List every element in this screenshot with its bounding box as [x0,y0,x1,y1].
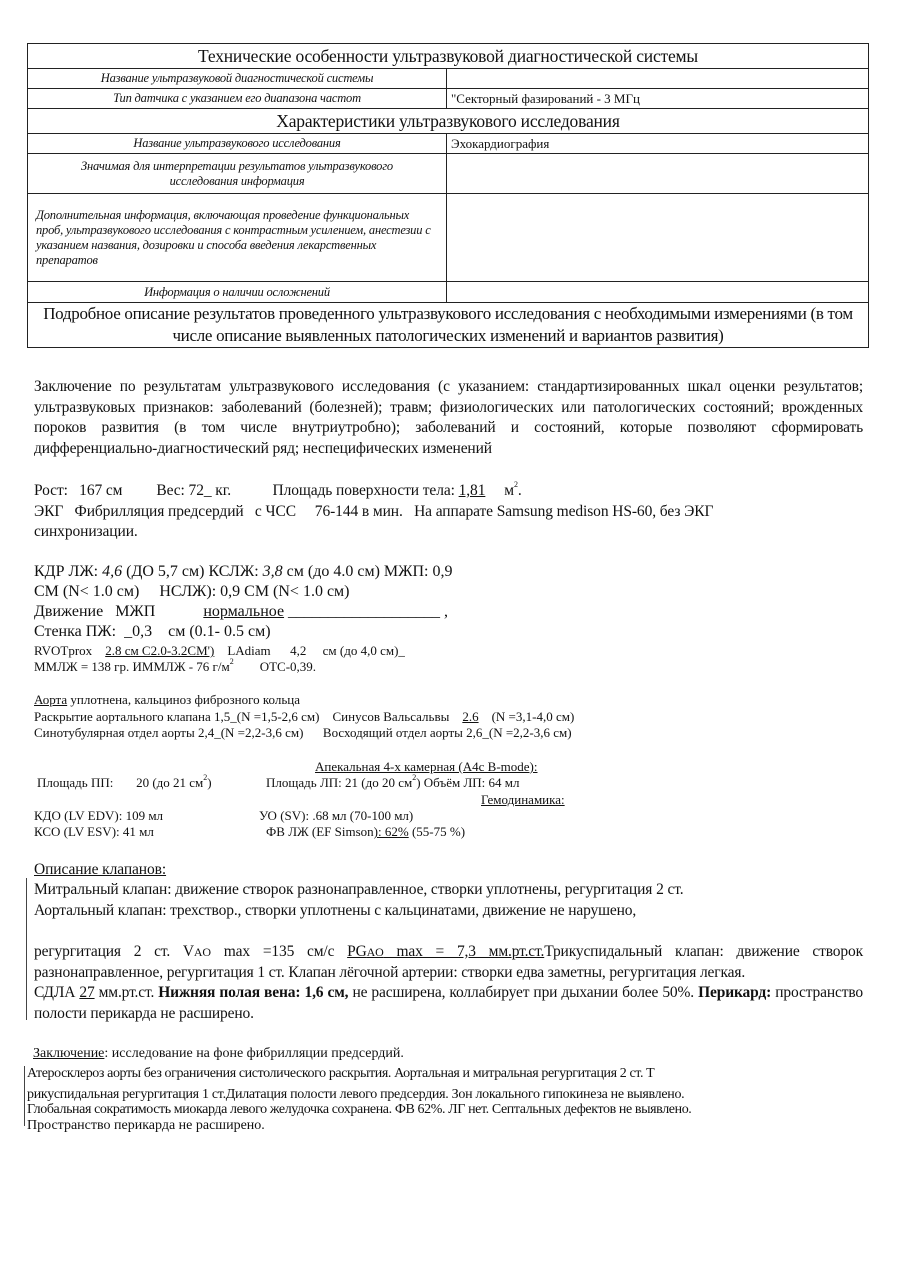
pg-value: max = 7,3 мм.рт.ст. [383,943,545,960]
lv-esv: КСО (LV ESV): 41 мл [34,824,154,839]
weight-label: Вес: [156,482,185,499]
pericardium-label: Перикард: [698,984,772,1001]
rv-wall-line: Стенка ПЖ: _0,3 см (0.1- 0.5 см) [34,623,271,640]
ecg-line: ЭКГ Фибрилляция предсердий с ЧСС 76-144 в мин. На аппарате Samsung medison HS-60, без ЭКГ [34,503,714,520]
aortic-valve: Аортальный клапан: трехствор., створки уплотнены с кальцинатами, движение не нарушено, [34,902,637,919]
spap-value: 27 [79,984,95,1001]
lv-edv: КДО (LV EDV): 109 мл [34,808,164,823]
lv-mass: ММЛЖ = 138 гр. ИММЛЖ - 76 г/м [34,659,230,674]
ejection-fraction [266,824,465,840]
height-value: 167 см [79,482,123,499]
ksr-norm: см (до 4.0 см) МЖП: 0,9 [282,563,453,580]
rvot-value: 2.8 см С2.0-3.2СМ') [105,643,215,658]
ef-norm: (55-75 %) [408,824,466,839]
section-title-detailed-description: Подробное описание результатов проведенного ультразвукового исследования с необходимыми измерениями (в том числе описание выявленных патологических изменений и вариантов развития) [28,303,869,348]
hemodynamics-title: Гемодинамика: [481,792,565,807]
ascending-aorta: Восходящий отдел аорты 2,6_(N =2,2-3,6 см) [322,725,572,740]
label-significant-info: Значимая для интерпретации результатов ультразвукового исследования информация [28,154,447,194]
rvot-line [34,643,405,659]
kdr-label: КДР ЛЖ: [34,563,103,580]
la-area: Площадь ЛП: 21 (до 20 см [266,775,413,790]
aorta-segments-line [34,725,572,741]
patient-anthropometry: Рост: 167 см Вес: 72_ кг. Площадь поверхности тела: 1,81 $м^2$. [34,480,522,499]
bsa-label: Площадь поверхности тела: [272,482,455,499]
tricuspid-pulmonary-valves: Трикуспидальный клапан: движение створок разнонаправленное, регургитация 1 ст. Клапан лёгочной артерии: створки едва заметны, регургитация легкая. [34,943,863,981]
aorta-description: уплотнена, кальциноз фиброзного кольца [67,692,300,707]
value-probe-type: "Секторный фазирований - 3 МГц [447,89,869,109]
pericardium-description: пространство полости перикарда не расширено. [34,984,863,1022]
margin-line-2 [24,1066,25,1126]
label-probe-type: Тип датчика с указанием его диапазона частот [28,89,447,109]
stroke-volume: УО (SV): .68 мл (70-100 мл) [259,808,414,823]
ultrasound-form-table [27,43,869,348]
sinus-valsalva-norm: (N =3,1-4,0 см) [491,709,575,724]
ivc-description: не расширена, коллабирует при дыхании более 50%. [348,984,699,1001]
weight-value: 72_ кг. [188,482,231,499]
bsa-value: 1,81 [458,482,486,499]
pg-ao-max [347,943,544,960]
conclusion-summary: : исследование на фоне фибрилляции предсердий. [104,1046,404,1061]
ra-area-value: 20 (до 21 см [136,775,204,790]
label-additional-info: Дополнительная информация, включающая проведение функциональных проб, ультразвукового исследования с контрастным усилением, анестезии с указанием названия, дозировки и способа введения лекарственных препаратов [28,194,447,282]
vao-subscript: AO [193,945,211,959]
value-system-name [447,69,869,89]
aorta-label: Аорта [34,692,68,707]
aortic-regurgitation: регургитация 2 ст. V [34,943,194,960]
ivs-motion-label: Движение МЖП [34,603,156,620]
apical-4c-title: Апекальная 4-х камерная (А4с B-mode): [315,759,538,774]
margin-line [26,878,27,1020]
value-additional-info [447,194,869,282]
valves-details [34,942,863,1024]
aortic-opening-line [34,709,574,725]
aortic-valve-opening: Раскрытие аортального клапана 1,5_(N =1,5-2,6 см) [34,709,320,724]
la-area-volume: Площадь ЛП: 21 (до 20 $см^2$) Объём ЛП: 64 мл [266,773,520,790]
aorta-title [34,692,300,708]
sinotubular-junction: Синотубулярная отдел аорты 2,4_(N =2,2-3,6 см) [34,725,304,740]
ecg-line-2: синхронизации. [34,523,138,540]
ra-area: Площадь ПП: 20 (до 21 $см^2$) [37,773,212,790]
final-line-1: Атеросклероз аорты без ограничения систолического раскрытия. Аортальная и митральная регургитация 2 ст. Т [27,1066,655,1081]
la-volume: ) Объём ЛП: 64 мл [416,775,520,790]
bsa-unit-sup: 2 [513,480,518,489]
sinus-valsalva-label: Синусов Вальсальвы [332,709,450,724]
rvot-label: RVOTprox [34,643,93,658]
label-system-name: Название ультразвуковой диагностической системы [28,69,447,89]
sinus-valsalva-value: 2.6 [462,709,479,724]
mitral-valve: Митральный клапан: движение створок разнонаправленное, створки уплотнены, регургитация 2 ст. [34,881,684,898]
final-line-2: рикуспидальная регургитация 1 ст.Дилатация полости левого предсердия. Зон локального гипокинеза не выявлено. [27,1087,685,1102]
label-complications: Информация о наличии осложнений [28,282,447,303]
ra-area-label: Площадь ПП: [37,775,114,790]
ef-value: ): 62% [373,824,409,839]
value-exam-name: Эхокардиография [447,134,869,154]
valves-title: Описание клапанов: [34,861,167,878]
pg-subscript: AO [366,945,384,959]
value-significant-info [447,154,869,194]
pg-label: PG [347,943,367,960]
ksr-value: 3,8 [262,563,283,580]
la-diameter: LAdiam 4,2 см (до 4,0 см)_ [227,643,405,658]
rwt-value: ОТС-0,39. [259,659,317,674]
lv-dimensions-line [34,563,452,581]
ivs-motion-line [34,603,448,621]
kdr-value: 4,6 [102,563,123,580]
ivs-motion-blank: ___________________ , [284,603,449,620]
conclusion-instructions: Заключение по результатам ультразвукового исследования (с указанием: стандартизированных шкал оценки результатов; ультразвуковых признаков: заболеваний (болезней); травм; физиологических или патологических состояний; врожденных пороков развития (в том числе внутриутробно); заболеваний и состояний, которые позволяют сформировать дифференциально-диагностический ряд; неспецифических изменений [34,378,863,457]
kdr-norm: (ДО 5,7 см) КСЛЖ: [122,563,263,580]
final-conclusion-title [33,1046,404,1062]
lv-dimensions-line-2: СМ (N< 1.0 см) НСЛЖ): 0,9 СМ (N< 1.0 см) [34,583,350,600]
spap-label: СДЛА [34,984,80,1001]
conclusion-label: Заключение [33,1046,105,1061]
spap-unit: мм.рт.ст. [94,984,159,1001]
section-title-technical: Технические особенности ультразвуковой диагностической системы [28,44,869,69]
section-title-characteristics: Характеристики ультразвукового исследования [28,109,869,134]
ivs-motion-value: нормальное [203,603,285,620]
final-line-4: Пространство перикарда не расширено. [27,1118,265,1133]
bsa-unit: м [504,482,514,499]
final-line-3: Глобальная сократимость миокарда левого желудочка сохранена. ФВ 62%. ЛГ нет. Септальных дефектов не выявлено. [27,1102,692,1117]
ivc-label: Нижняя полая вена: 1,6 см, [158,984,349,1001]
ef-label: ФВ ЛЖ (EF Simson [266,824,374,839]
label-exam-name: Название ультразвукового исследования [28,134,447,154]
height-label: Рост: [34,482,68,499]
lv-mass-line [34,659,316,675]
lv-mass-sup: 2 [229,657,234,666]
vao-max: max =135 см/с [210,943,348,960]
value-complications [447,282,869,303]
